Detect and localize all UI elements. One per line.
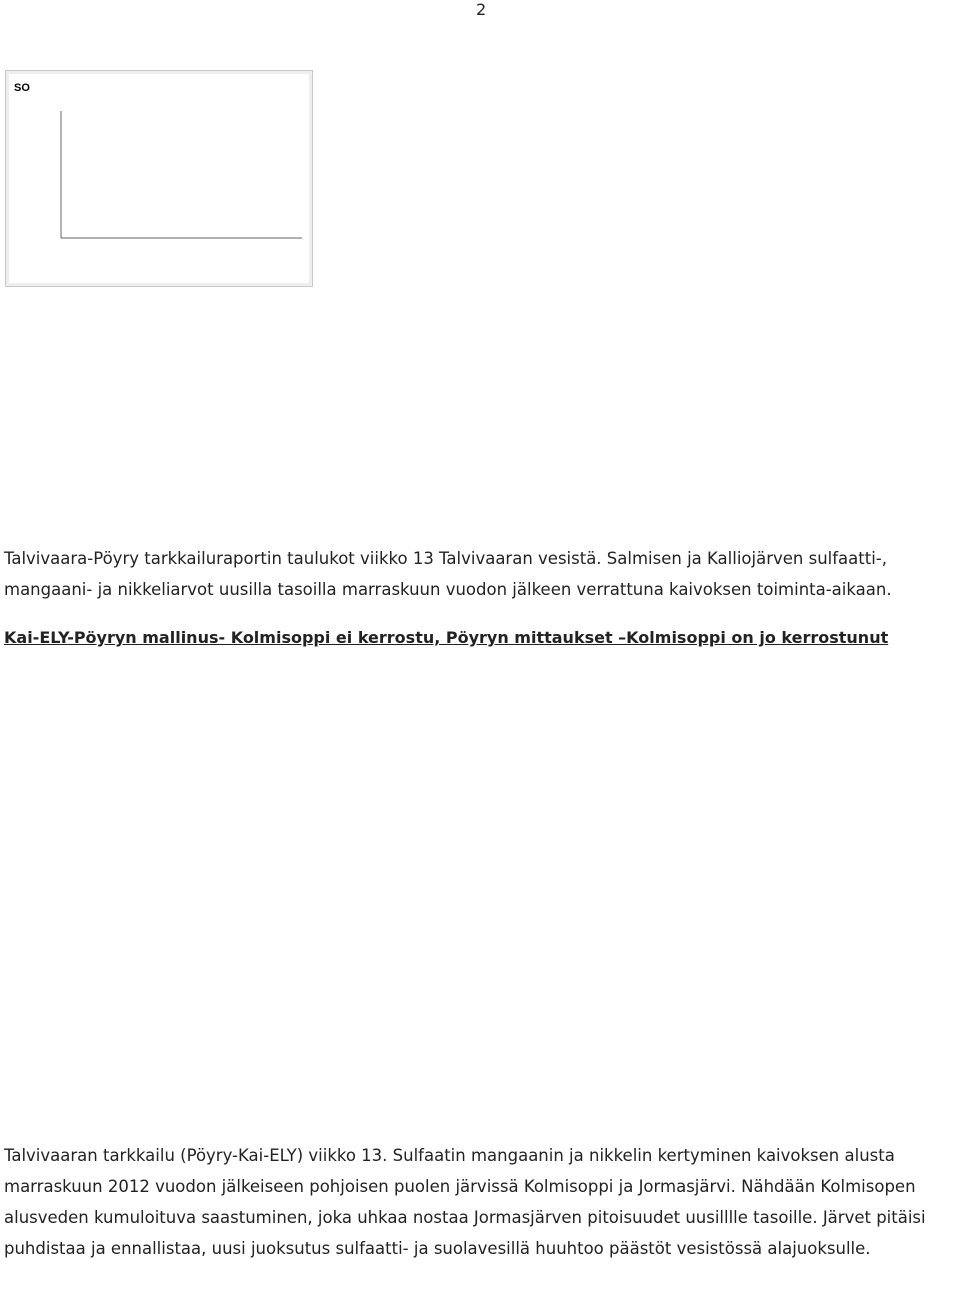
chart-svg — [6, 71, 312, 286]
caption-top: Talvivaara-Pöyry tarkkailuraportin taulukot viikko 13 Talvivaaran vesistä. Salmisen ja Kalliojärven sulfaatti-, mangaani- ja nikkeliarvot uusilla tasoilla marraskuun vuodon jälkeen verrattuna kaivoksen toiminta-aikaan. — [4, 549, 892, 599]
caption-bottom: Talvivaaran tarkkailu (Pöyry-Kai-ELY) viikko 13. Sulfaatin mangaanin ja nikkelin kertyminen kaivoksen alusta marraskuun 2012 vuodon jälkeiseen pohjoisen puolen järvissä Kolmisoppi ja Jormasjärvi. Nähdään Kolmisopen alusveden kumuloituva saastuminen, joka uhkaa nostaa Jormasjärven pitoisuudet uusilllle tasoille. Järvet pitäisi puhdistaa ja ennallistaa, uusi juoksutus sulfaatti- ja suolavesillä huuhtoo päästöt vesistössä alajuoksulle. — [4, 1146, 926, 1258]
page-number: 2 — [476, 0, 487, 19]
y-axis-label: SO — [14, 82, 30, 94]
section-heading: Kai-ELY-Pöyryn mallinus- Kolmisoppi ei kerrostu, Pöyryn mittaukset –Kolmisoppi on jo kerrostunut — [4, 628, 889, 647]
chart-panel — [5, 70, 313, 287]
